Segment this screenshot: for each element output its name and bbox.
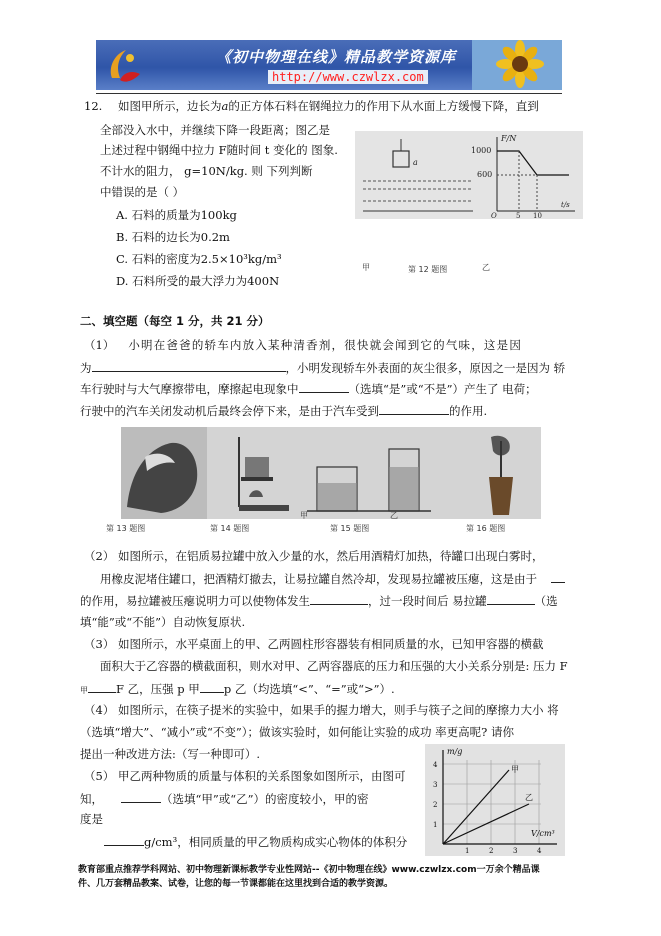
figure-14-caption: 第 14 题图 [210,524,250,533]
p3-line3: 甲 F 乙，压强 p 甲 p 乙（均选填“<”、“=”或“>”）. [80,682,395,696]
p2-line3: 的作用，易拉罐被压瘪说明力可以使物体发生 ，过一段时间后 易拉罐 （选 [80,594,558,608]
block-side-label: a [413,158,418,167]
p5-line4: g/cm³，相同质量的甲乙物质构成实心物体的体积分 [104,834,407,849]
graph-y600: 600 [477,170,493,179]
svg-text:4: 4 [433,761,438,769]
svg-text:1: 1 [465,847,470,855]
p5-blank-2[interactable] [104,834,144,846]
mv-label-jia: 甲 [511,765,519,774]
figure-12 [355,131,583,219]
header-banner [96,40,562,90]
q12-option-c: C. 石料的密度为2.5×10³kg/m³ [116,252,282,266]
figure-12-yi: 乙 [482,263,490,272]
p1-line1: （1） 小明在爸爸的轿车内放入某种清香剂，很快就会闻到它的气味，这是因 [84,338,523,352]
graph-y1000: 1000 [471,146,492,155]
p5-line3: 度是 [80,812,103,826]
graph-y-label: F/N [501,134,517,143]
banner-title: 《初中物理在线》精品教学资源库 [216,48,457,66]
mv-label-yi: 乙 [525,793,533,802]
header-rule [96,93,562,94]
figures-13-16-drawing [121,427,541,519]
mv-line-jia [443,770,509,844]
p1-blank-3[interactable] [379,403,449,415]
q12-option-b: B. 石料的边长为0.2m [116,230,230,244]
mv-y-label: m/g [447,747,463,756]
p3-line1: （3） 如图所示，水平桌面上的甲、乙两圆柱形容器装有相同质量的水，已知甲容器的横截 [84,637,544,651]
q12-line1: 12. 如图甲所示，边长为a的正方体石料在钢绳拉力的作用下从水面上方缓慢下降，直到 [84,99,539,113]
p1-line2: 为 ，小明发现轿车外表面的灰尘很多，原因之一是因为 轿 [80,361,566,375]
sunflower-icon [472,40,562,90]
p2-blank-2[interactable] [310,593,368,605]
p3-line2: 面积大于乙容器的横截面积，则水对甲、乙两容器底的压力和压强的大小关系分别是: 压力 F [100,659,568,673]
graph-x-label: t/s [561,201,570,209]
p1-line3: 车行驶时与大气摩擦带电，摩擦起电现象中 （选填“是”或“不是”）产生了 电荷； [80,382,537,396]
p5-line2: 知， （选填“甲”或“乙”）的密度较小，甲的密 [80,792,369,806]
mv-graph [425,744,565,856]
q12-line5: 中错误的是（ ） [100,185,185,199]
q12-line2: 全部没入水中，并继续下降一段距离；图乙是 [100,123,330,137]
p4-line2: （选填“增大”、“减小”或“不变”）；做该实验时，如何能让实验的成功 率更高呢? 请你 [80,725,514,739]
banner-url[interactable]: http://www.czwlzx.com [268,70,428,84]
site-logo-icon [104,44,144,86]
q12-number: 12. [84,99,103,113]
svg-text:3: 3 [513,847,518,855]
figure-15-caption: 第 15 题图 [330,524,370,533]
p4-line1: （4） 如图所示，在筷子提米的实验中，如果手的握力增大，则手与筷子之间的摩擦力大小 将 [84,703,559,717]
q12-option-d: D. 石料所受的最大浮力为400N [116,274,280,288]
p5-blank-1[interactable] [121,791,161,803]
q12-line3: 上述过程中钢绳中拉力 F随时间 t 变化的 图象. [100,143,338,157]
svg-text:3: 3 [433,781,438,789]
p5-line1: （5） 甲乙两种物质的质量与体积的关系图象如图所示，由图可 [84,769,406,783]
p2-blank-1[interactable] [551,571,565,583]
p1-blank-2[interactable] [299,381,349,393]
figure-15-yi: 乙 [390,511,398,520]
p1-line4: 行驶中的汽车关闭发动机后最终会停下来，是由于汽车受到 的作用. [80,404,488,418]
p2-line4: 填“能”或“不能”）自动恢复原状. [80,615,246,629]
graph-origin: O [491,212,497,219]
figures-13-16-strip [121,427,541,519]
p1-blank-1[interactable] [92,360,286,372]
figure-12-drawing [355,131,583,219]
mv-x-label: V/cm³ [531,829,555,838]
figure-16-caption: 第 16 题图 [466,524,506,533]
footer-line2: 件、几万套精品教案、试卷，让您的每一节课都能在这里找到合适的教学资源。 [78,879,394,889]
q12-option-a: A. 石料的质量为100kg [116,208,237,222]
figure-15-jia: 甲 [300,511,308,520]
section-2-title: 二、填空题（每空 1 分，共 21 分） [80,314,270,328]
figure-13-caption: 第 13 题图 [106,524,146,533]
p2-blank-3[interactable] [487,593,535,605]
p3-blank-2[interactable] [200,681,224,693]
p3-blank-1[interactable] [88,681,116,693]
p2-line1: （2） 如图所示，在铝质易拉罐中放入少量的水，然后用酒精灯加热，待罐口出现白雾时， [84,549,544,563]
footer-line1: 教育部重点推荐学科网站、初中物理新课标教学专业性网站--《初中物理在线》www.czwlzx.com一万余个精品课 [78,865,540,875]
graph-x10: 10 [533,212,542,219]
svg-text:1: 1 [433,821,438,829]
svg-text:2: 2 [489,847,494,855]
q12-line4: 不计水的阻力， g=10N/kg. 则 下列判断 [100,164,313,178]
graph-x5: 5 [516,212,521,219]
mv-graph-drawing [425,744,565,856]
figure-12-caption: 第 12 题图 [408,265,448,274]
svg-text:4: 4 [537,847,542,855]
figure-12-jia: 甲 [362,263,370,272]
svg-text:2: 2 [433,801,438,809]
p4-line3: 提出一种改进方法:（写一种即可）. [80,747,261,761]
p2-line2: 用橡皮泥堵住罐口，把酒精灯撤去，让易拉罐自然冷却，发现易拉罐被压瘪，这是由于 [100,571,565,586]
